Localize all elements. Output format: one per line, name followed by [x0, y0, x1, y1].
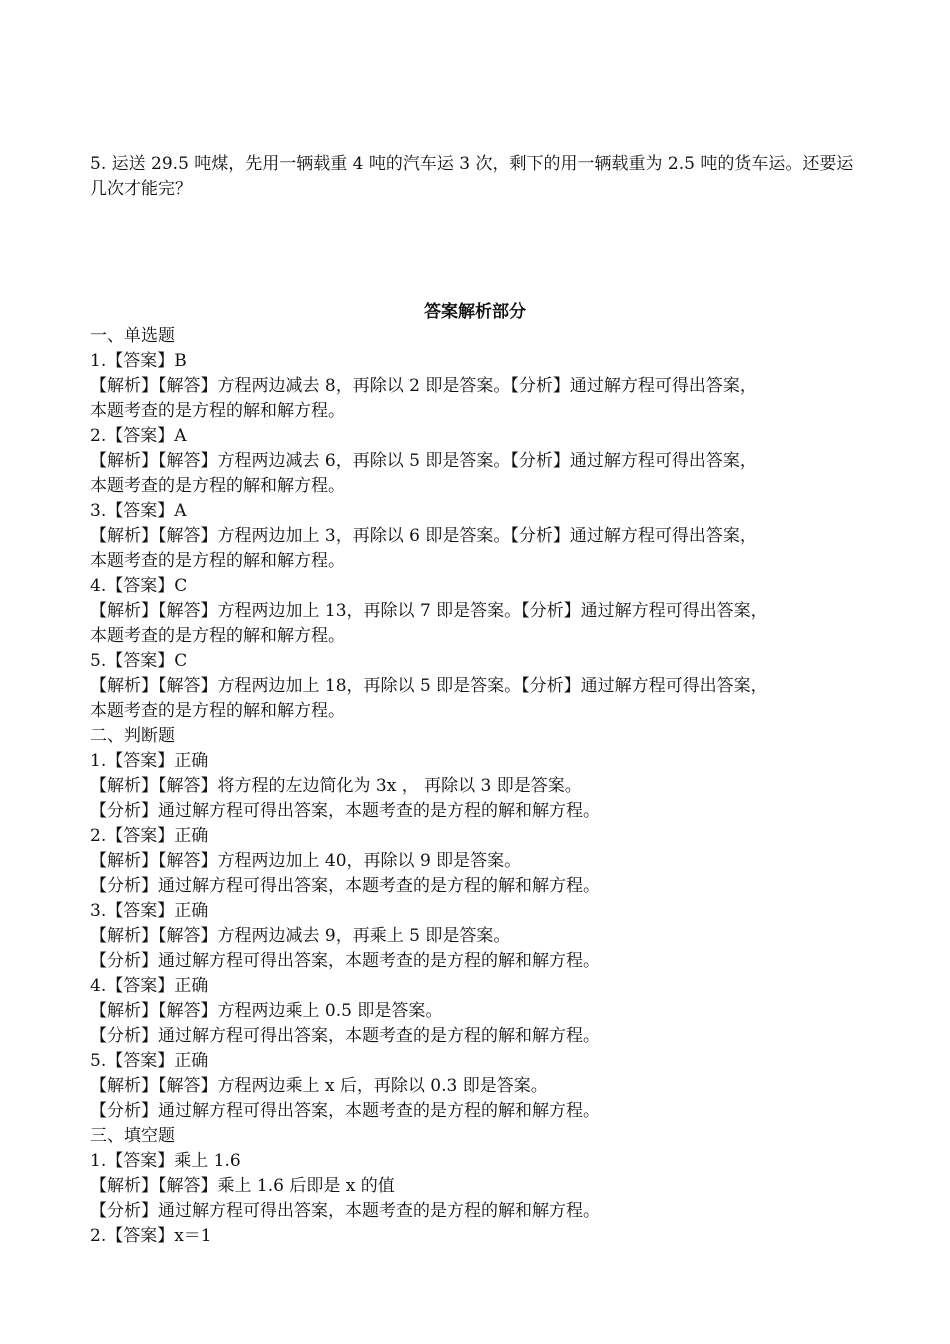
- answer-line: 【分析】通过解方程可得出答案，本题考查的是方程的解和解方程。: [90, 801, 600, 821]
- answer-line: 2.【答案】A: [90, 426, 187, 446]
- answer-line: 1.【答案】B: [90, 351, 187, 371]
- answer-line: 5.【答案】C: [90, 651, 188, 671]
- answer-line: 【分析】通过解方程可得出答案，本题考查的是方程的解和解方程。: [90, 951, 600, 971]
- answer-line: 本题考查的是方程的解和解方程。: [90, 401, 345, 421]
- answer-line: 【分析】通过解方程可得出答案，本题考查的是方程的解和解方程。: [90, 876, 600, 896]
- answer-line: 【解析】【解答】方程两边乘上 0.5 即是答案。: [90, 1001, 443, 1021]
- answer-line: 一、单选题: [90, 326, 175, 346]
- answer-line: 【解析】【解答】方程两边减去 9，再乘上 5 即是答案。: [90, 926, 511, 946]
- answer-line: 本题考查的是方程的解和解方程。: [90, 551, 345, 571]
- answer-line: 3.【答案】A: [90, 501, 187, 521]
- answer-line: 1.【答案】正确: [90, 751, 209, 771]
- answer-line: 【分析】通过解方程可得出答案，本题考查的是方程的解和解方程。: [90, 1101, 600, 1121]
- answer-line: 2.【答案】x＝1: [90, 1226, 212, 1246]
- answer-line: 【解析】【解答】方程两边加上 40，再除以 9 即是答案。: [90, 851, 522, 871]
- answer-line: 【解析】【解答】方程两边加上 13，再除以 7 即是答案。【分析】通过解方程可得出答案，: [90, 601, 768, 621]
- answer-line: 2.【答案】正确: [90, 826, 209, 846]
- answer-line: 4.【答案】正确: [90, 976, 209, 996]
- answer-line: 【解析】【解答】方程两边加上 18，再除以 5 即是答案。【分析】通过解方程可得出答案，: [90, 676, 768, 696]
- answer-line: 【解析】【解答】方程两边加上 3，再除以 6 即是答案。【分析】通过解方程可得出答案，: [90, 526, 757, 546]
- answer-line: 4.【答案】C: [90, 576, 188, 596]
- answer-line: 【解析】【解答】将方程的左边简化为 3x ， 再除以 3 即是答案。: [90, 776, 582, 796]
- answer-line: 三、填空题: [90, 1126, 175, 1146]
- answer-line: 【分析】通过解方程可得出答案，本题考查的是方程的解和解方程。: [90, 1201, 600, 1221]
- answer-line: 5.【答案】正确: [90, 1051, 209, 1071]
- answer-line: 【解析】【解答】方程两边减去 8，再除以 2 即是答案。【分析】通过解方程可得出答案，: [90, 376, 757, 396]
- answer-line: 1.【答案】乘上 1.6: [90, 1151, 241, 1171]
- answer-line: 二、判断题: [90, 726, 175, 746]
- answer-line: 本题考查的是方程的解和解方程。: [90, 476, 345, 496]
- answer-line: 【分析】通过解方程可得出答案，本题考查的是方程的解和解方程。: [90, 1026, 600, 1046]
- answer-line: 本题考查的是方程的解和解方程。: [90, 626, 345, 646]
- answer-line: 本题考查的是方程的解和解方程。: [90, 701, 345, 721]
- question-5: 5. 运送 29.5 吨煤，先用一辆载重 4 吨的汽车运 3 次，剩下的用一辆载重为 2.5 吨的货车运。还要运几次才能完？: [90, 154, 854, 199]
- answer-line: 【解析】【解答】乘上 1.6 后即是 x 的值: [90, 1176, 395, 1196]
- answer-line: 【解析】【解答】方程两边乘上 x 后，再除以 0.3 即是答案。: [90, 1076, 548, 1096]
- answer-line: 【解析】【解答】方程两边减去 6，再除以 5 即是答案。【分析】通过解方程可得出答案，: [90, 451, 757, 471]
- answer-line: 3.【答案】正确: [90, 901, 209, 921]
- answer-list: [90, 324, 865, 1249]
- answer-section-title: 答案解析部分: [424, 302, 526, 322]
